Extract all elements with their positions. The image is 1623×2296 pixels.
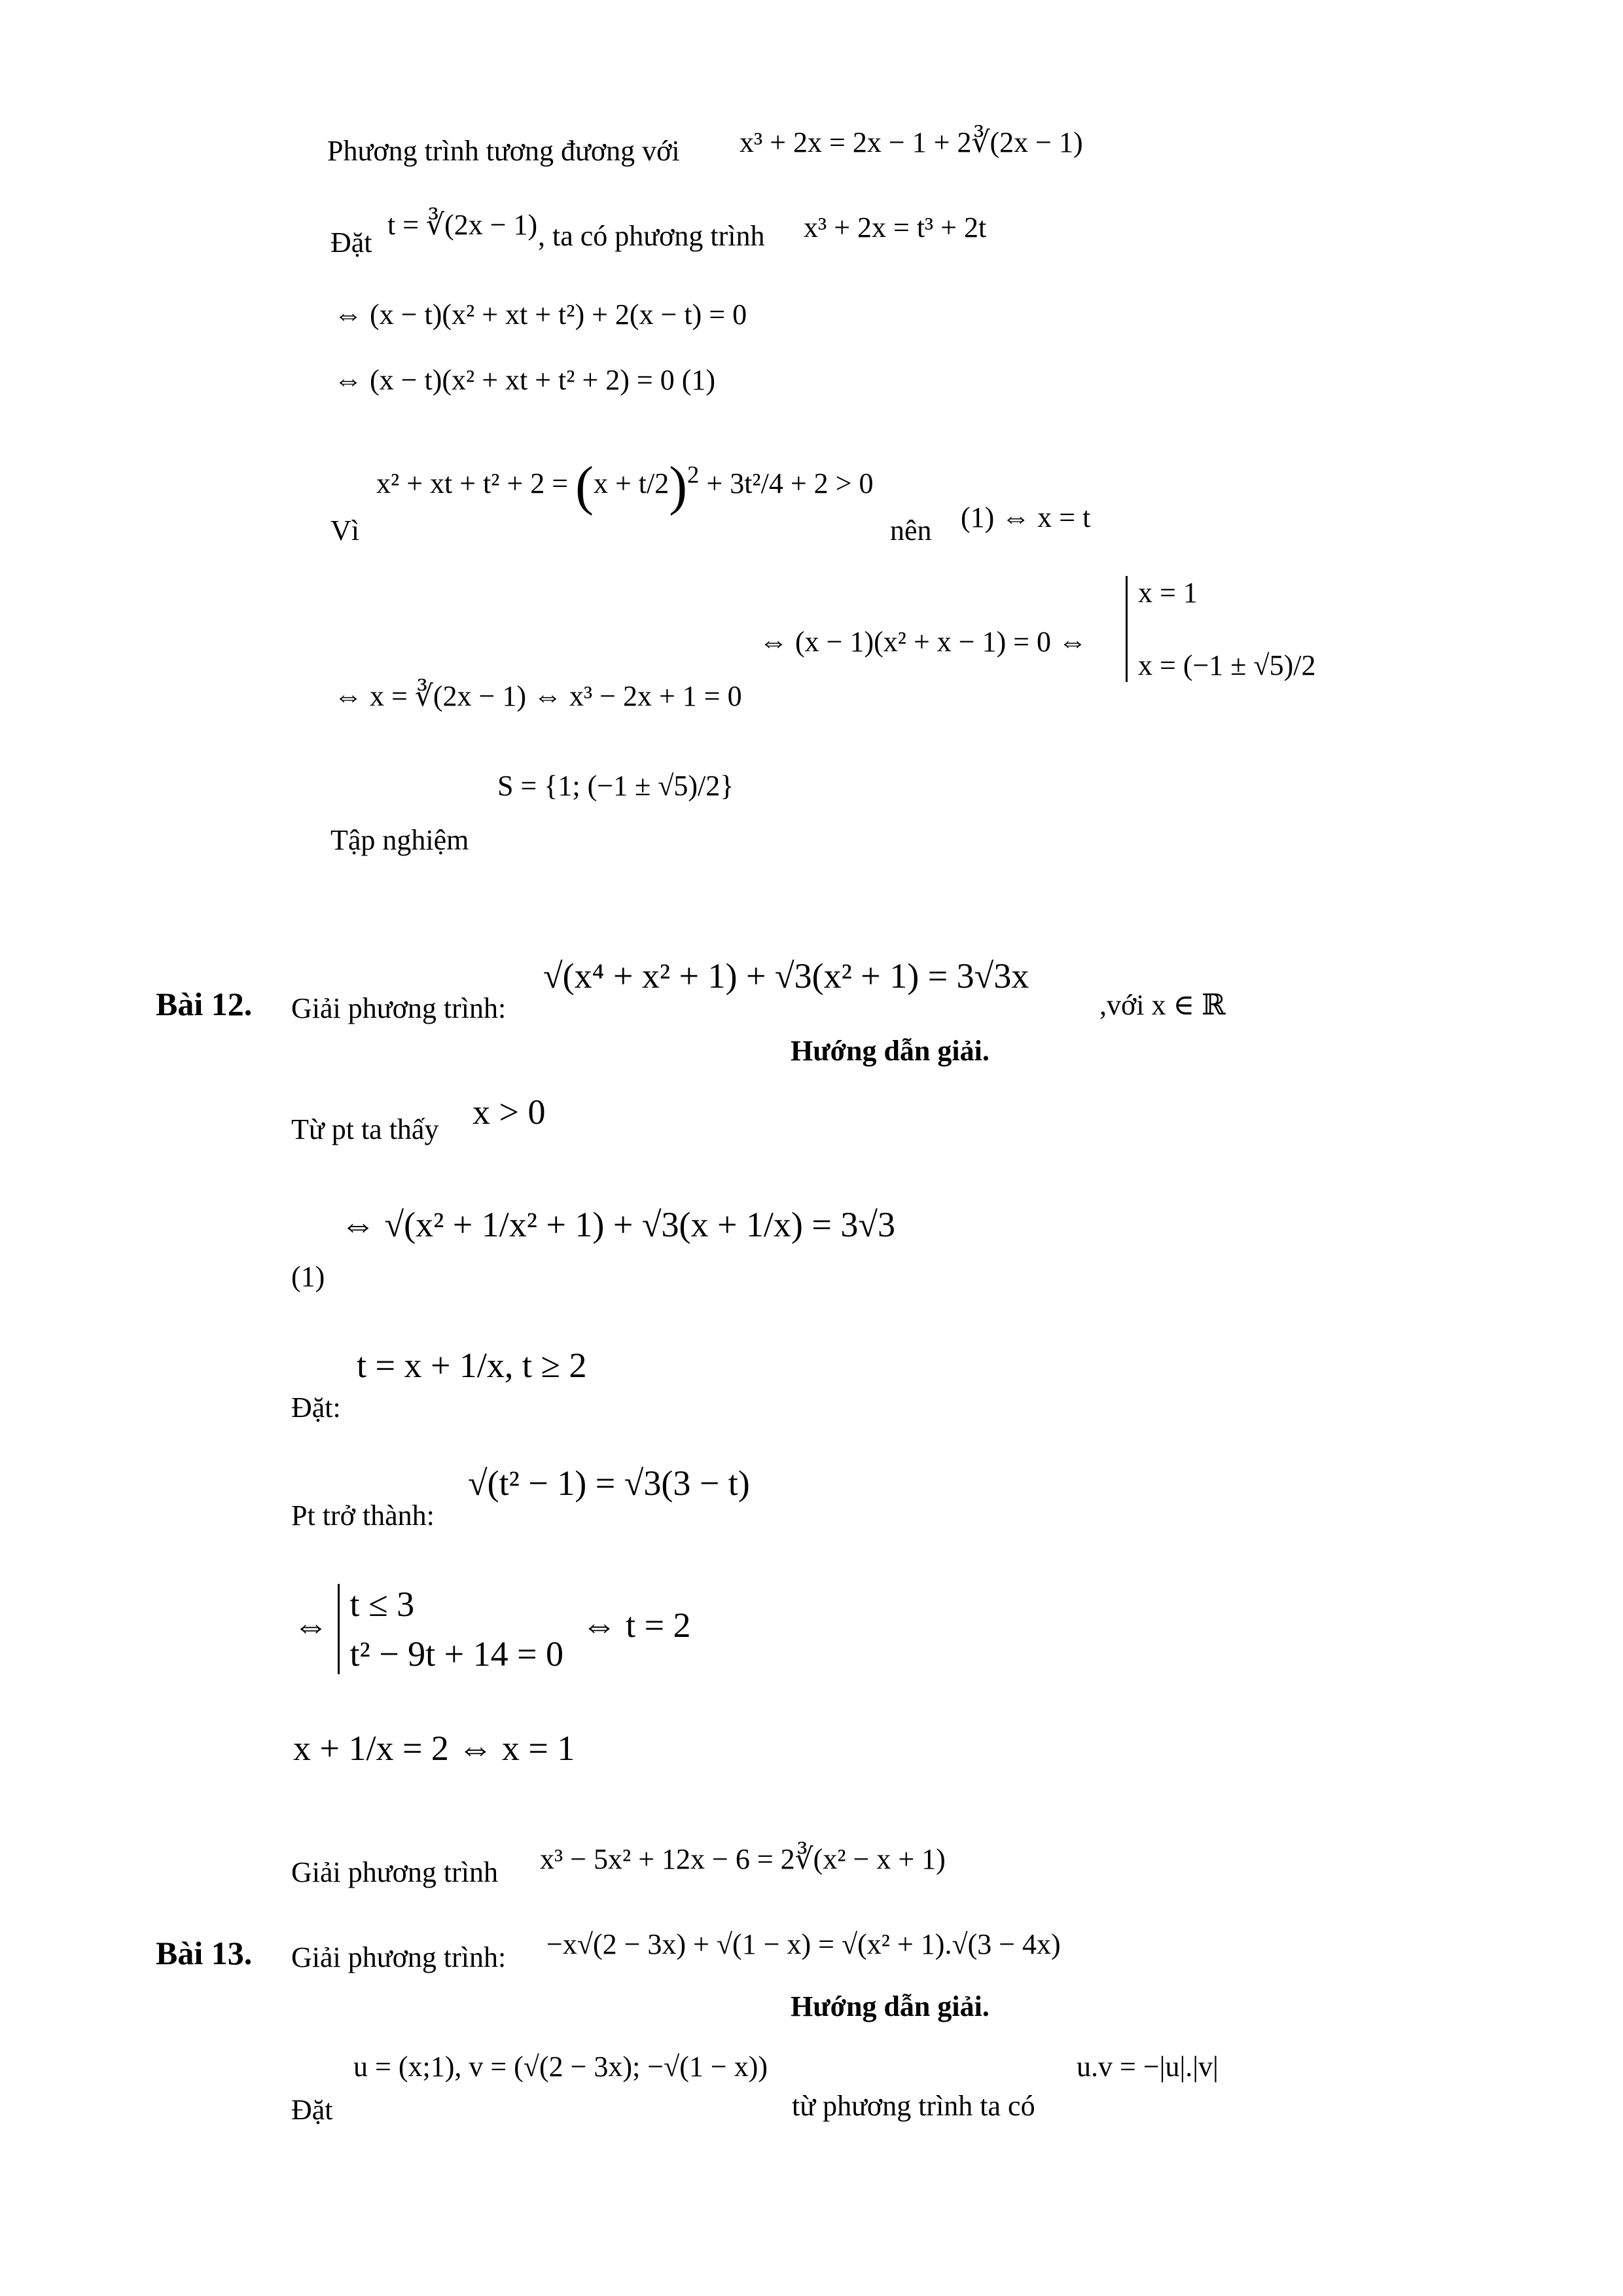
problem-12-guide-heading: Hướng dẫn giải. bbox=[791, 1035, 990, 1067]
positivity-argument: x² + xt + $t^2 + 2 = (x + t/2)^2 + 3t^2/4 + 2 > 0$ bbox=[376, 456, 874, 516]
problem-13-guide-heading: Hướng dẫn giải. bbox=[791, 1990, 990, 2022]
reduced-equation: ⇔ √(x² + 1/x² + 1) + √3(x + 1/x) = 3√3 bbox=[340, 1205, 895, 1244]
extra-equation: x³ − 5x² + 12x − 6 = 2∛(x² − x + 1) bbox=[540, 1843, 946, 1875]
positivity-tail: + 3t²/4 + 2 > 0 bbox=[699, 467, 874, 500]
root-two: x = (−1 ± √5)/2 bbox=[1138, 649, 1316, 681]
root-one: x = 1 bbox=[1138, 577, 1198, 609]
problem-13-prompt: Giải phương trình: bbox=[291, 1941, 507, 1973]
dat-label-13: Đặt bbox=[291, 2094, 333, 2126]
t-system: ⇔ t ≤ 3 t² − 9t + 14 = 0 ⇔ t = 2 bbox=[293, 1585, 691, 1674]
positivity-left: x² + xt + t² + 2 = bbox=[376, 467, 576, 500]
cube-root-step: ⇔ x = ∛(2x − 1) ⇔ x³ − 2x + 1 = 0 bbox=[334, 680, 742, 712]
root-system bbox=[1126, 576, 1315, 682]
step-2: ⇔ (x − t)(x² + xt + t² + 2) = 0 (1) bbox=[334, 364, 716, 396]
t-system-second: t² − 9t + 14 = 0 bbox=[349, 1634, 564, 1674]
observation-text: Từ pt ta thấy bbox=[291, 1113, 439, 1145]
pt-becomes-label: Pt trở thành: bbox=[291, 1499, 435, 1532]
solution-set: S = {1; (−1 ± √5)/2} bbox=[497, 770, 734, 802]
conclusion-x-equals-t: (1) ⇔ x = t bbox=[961, 501, 1091, 533]
problem-12-label: Bài 12. bbox=[156, 986, 253, 1022]
problem-13-equation: −x√(2 − 3x) + √(1 − x) = √(x² + 1).√(3 − 4x) bbox=[546, 1928, 1061, 1960]
positivity-bracket: x + t/2 bbox=[593, 467, 669, 500]
extra-prompt: Giải phương trình bbox=[291, 1856, 498, 1888]
substitution-text: , ta có phương trình bbox=[538, 220, 765, 252]
vector-definition: u = (x;1), v = (√(2 − 3x); −√(1 − x)) bbox=[353, 2051, 768, 2083]
t-system-first: t ≤ 3 bbox=[349, 1585, 415, 1624]
step-1: ⇔ (x − t)(x² + xt + t²) + 2(x − t) = 0 bbox=[334, 298, 747, 331]
observation-condition: x > 0 bbox=[473, 1092, 546, 1132]
problem-12-equation: √(x⁴ + x² + 1) + √3(x² + 1) = 3√3x bbox=[543, 956, 1029, 996]
substitution-cube-root: t = ∛(2x − 1) bbox=[387, 209, 538, 241]
factored-equation: ⇔ (x − 1)(x² + x − 1) = 0 ⇔ bbox=[759, 626, 1088, 658]
vector-relation: u.v = −|u|.|v| bbox=[1077, 2051, 1219, 2083]
transformed-equation: √(t² − 1) = √3(3 − t) bbox=[468, 1463, 750, 1503]
dat-label: Đặt bbox=[330, 226, 372, 259]
vector-tail-text: từ phương trình ta có bbox=[792, 2090, 1035, 2122]
equation-number-1: (1) bbox=[291, 1261, 325, 1293]
intro-text: Phương trình tương đương với bbox=[327, 135, 680, 167]
t-system-result: ⇔ t = 2 bbox=[581, 1605, 691, 1645]
substitution-12: t = x + 1/x, t ≥ 2 bbox=[357, 1346, 587, 1385]
problem-13-label: Bài 13. bbox=[156, 1935, 253, 1971]
problem-12-prompt: Giải phương trình: bbox=[291, 992, 507, 1024]
solution-set-label: Tập nghiệm bbox=[330, 824, 469, 856]
equivalent-equation: x³ + 2x = 2x − 1 + 2∛(2x − 1) bbox=[740, 126, 1083, 158]
vi-label: Vì bbox=[330, 514, 359, 547]
dat-label-12: Đặt: bbox=[291, 1391, 341, 1424]
problem-12-condition: ,với x ∈ ℝ bbox=[1099, 989, 1226, 1021]
nen-label: nên bbox=[890, 514, 932, 547]
final-result-12: x + 1/x = 2 ⇔ x = 1 bbox=[293, 1729, 575, 1768]
substituted-equation: x³ + 2x = t³ + 2t bbox=[804, 211, 987, 243]
